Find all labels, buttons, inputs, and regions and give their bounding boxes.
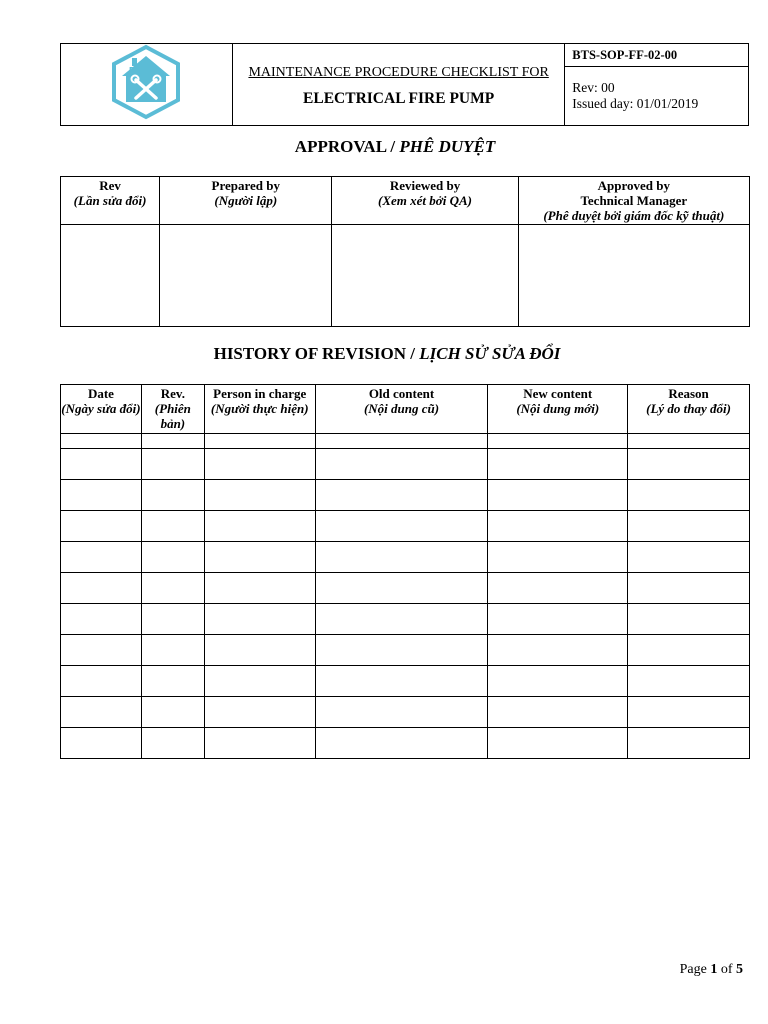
table-cell[interactable] [141,573,204,604]
table-cell[interactable] [488,604,628,635]
approval-cell-approved[interactable] [518,225,749,327]
approval-header-approved-role: Technical Manager [580,193,688,208]
table-cell[interactable] [315,511,488,542]
history-header-new-en: New content [523,386,593,401]
table-cell[interactable] [488,480,628,511]
approval-header-reviewed-en: Reviewed by [389,178,461,193]
page-total: 5 [736,962,743,977]
table-cell[interactable] [141,511,204,542]
page-current: 1 [710,962,718,977]
history-header-new [488,385,628,434]
issued-date: Issued day: 01/01/2019 [572,96,699,111]
svg-text:P: P [129,66,135,74]
document-title-sub: MAINTENANCE PROCEDURE CHECKLIST FOR [248,65,549,80]
table-cell[interactable] [488,434,628,449]
history-header-person [204,385,315,434]
approval-header-prepared [160,177,332,225]
table-cell[interactable] [204,604,315,635]
table-cell[interactable] [628,480,750,511]
approval-cell-reviewed[interactable] [332,225,518,327]
table-cell[interactable] [61,697,142,728]
approval-table [60,176,750,327]
approval-title [11,137,768,157]
table-cell[interactable] [204,480,315,511]
approval-header-rev-en: Rev [99,178,121,193]
table-cell[interactable] [628,573,750,604]
table-cell[interactable] [141,604,204,635]
table-cell[interactable] [141,542,204,573]
table-cell[interactable] [141,434,204,449]
page-of-label: of [717,962,736,977]
table-cell[interactable] [204,511,315,542]
table-cell[interactable] [315,480,488,511]
approval-header-prepared-vi: (Người lập) [214,193,278,208]
table-cell[interactable] [488,635,628,666]
history-header-person-vi: (Người thực hiện) [210,401,309,416]
table-cell[interactable] [61,666,142,697]
table-row [61,480,750,511]
table-cell[interactable] [315,728,488,759]
history-header-rev-vi: (Phiên bản) [154,401,191,431]
table-cell[interactable] [628,635,750,666]
table-cell[interactable] [141,697,204,728]
approval-header-approved-en: Approved by [597,178,671,193]
table-cell[interactable] [204,434,315,449]
table-cell[interactable] [61,480,142,511]
history-header-rev [141,385,204,434]
table-cell[interactable] [488,573,628,604]
history-header-reason-en: Reason [668,386,709,401]
table-cell[interactable] [204,542,315,573]
table-cell[interactable] [204,697,315,728]
history-header-old-vi: (Nội dung cũ) [363,401,440,416]
table-row [61,573,750,604]
table-cell[interactable] [628,511,750,542]
table-cell[interactable] [141,666,204,697]
approval-cell-rev[interactable] [61,225,160,327]
table-cell[interactable] [628,697,750,728]
table-row [61,604,750,635]
table-cell[interactable] [315,434,488,449]
table-cell[interactable] [628,728,750,759]
approval-header-rev-vi: (Lần sửa đổi) [73,193,147,208]
table-cell[interactable] [61,604,142,635]
approval-title-en: APPROVAL / [294,137,400,156]
approval-header-reviewed-vi: (Xem xét bởi QA) [378,193,473,208]
table-cell[interactable] [315,635,488,666]
history-header-new-vi: (Nội dung mới) [516,401,600,416]
table-cell[interactable] [204,573,315,604]
approval-header-approved-vi: (Phê duyệt bởi giám đốc kỹ thuật) [543,208,725,223]
table-row [61,666,750,697]
approval-header-rev [61,177,160,225]
table-row [61,697,750,728]
revision-info [565,67,749,126]
house-tools-logo-icon [110,44,182,120]
approval-title-vi: PHÊ DUYỆT [399,137,496,156]
approval-cell-prepared[interactable] [160,225,332,327]
table-cell[interactable] [488,697,628,728]
history-header-reason-vi: (Lý do thay đổi) [646,401,731,416]
table-cell[interactable] [61,434,142,449]
history-title-en: HISTORY OF REVISION / [213,344,420,363]
table-cell[interactable] [315,542,488,573]
table-cell[interactable] [204,728,315,759]
title-cell [232,44,564,126]
table-cell[interactable] [315,573,488,604]
revision-number: Rev: 00 [572,80,615,95]
table-cell[interactable] [61,728,142,759]
table-cell[interactable] [488,511,628,542]
history-header-date-en: Date [87,386,114,401]
history-title-vi: LỊCH SỬ SỬA ĐỔI [419,344,561,363]
history-table [60,384,750,759]
table-cell[interactable] [204,449,315,480]
document-title-main: ELECTRICAL FIRE PUMP [303,90,495,107]
table-row [61,728,750,759]
page-number [680,962,743,978]
history-header-reason [628,385,750,434]
table-cell[interactable] [204,666,315,697]
table-row [61,511,750,542]
table-cell[interactable] [628,542,750,573]
table-cell[interactable] [488,542,628,573]
table-cell[interactable] [61,449,142,480]
table-row [61,635,750,666]
table-cell[interactable] [488,666,628,697]
table-cell[interactable] [628,449,750,480]
table-cell[interactable] [141,480,204,511]
table-cell[interactable] [628,604,750,635]
table-row [61,542,750,573]
page-label: Page [679,962,711,977]
table-cell[interactable] [61,542,142,573]
table-cell[interactable] [315,666,488,697]
table-cell[interactable] [141,635,204,666]
table-cell[interactable] [61,511,142,542]
history-header-date [61,385,142,434]
approval-header-approved [518,177,749,225]
table-cell[interactable] [488,728,628,759]
table-cell[interactable] [141,728,204,759]
table-cell[interactable] [628,666,750,697]
table-row [61,434,750,449]
table-cell[interactable] [61,573,142,604]
table-cell[interactable] [315,697,488,728]
history-header-date-vi: (Ngày sửa đổi) [61,401,141,416]
table-cell[interactable] [141,449,204,480]
history-header-rev-en: Rev. [160,386,185,401]
table-cell[interactable] [315,449,488,480]
logo-cell [61,44,233,126]
table-cell[interactable] [628,434,750,449]
table-cell[interactable] [488,449,628,480]
document-header [60,43,749,126]
approval-header-prepared-en: Prepared by [211,178,281,193]
document-code: BTS-SOP-FF-02-00 [565,44,749,67]
table-cell[interactable] [315,604,488,635]
history-header-old [315,385,488,434]
approval-header-reviewed [332,177,518,225]
table-row [61,449,750,480]
table-cell[interactable] [204,635,315,666]
history-header-person-en: Person in charge [213,386,307,401]
table-cell[interactable] [61,635,142,666]
history-header-old-en: Old content [368,386,435,401]
history-title [3,344,768,364]
